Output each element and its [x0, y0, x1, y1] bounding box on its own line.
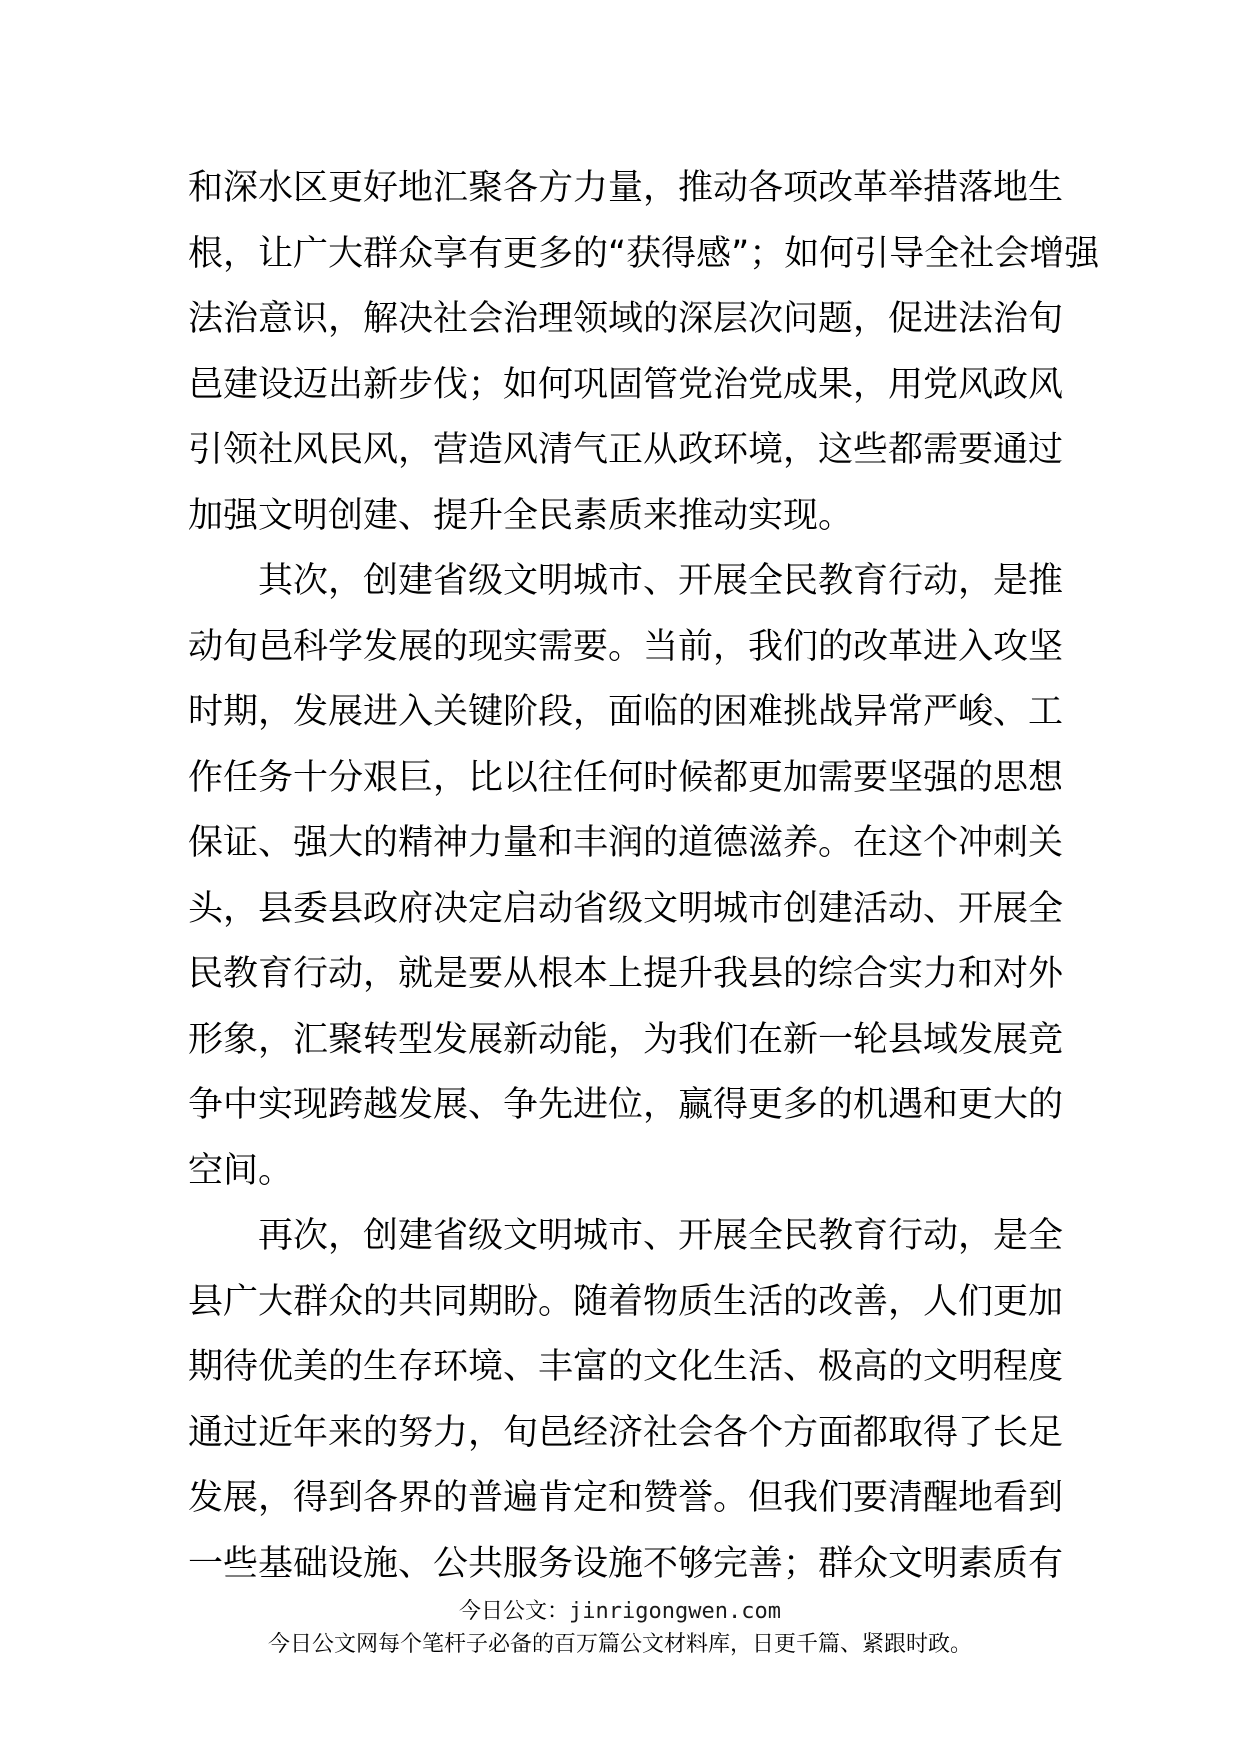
text-line: 期待优美的生存环境、丰富的文化生活、极高的文明程度: [188, 1347, 1064, 1387]
footer-site-label: 今日公文：: [459, 1599, 570, 1624]
footer-site-line: [0, 1597, 1240, 1627]
text-line: 争中实现跨越发展、争先进位，赢得更多的机遇和更大的: [188, 1085, 1064, 1125]
text-line: 其次，创建省级文明城市、开展全民教育行动，是推: [188, 561, 1064, 601]
text-line: 通过近年来的努力，旬邑经济社会各个方面都取得了长足: [188, 1412, 1064, 1453]
text-line: 一些基础设施、公共服务设施不够完善；群众文明素质有: [188, 1543, 1064, 1584]
text-line: 和深水区更好地汇聚各方力量，推动各项改革举措落地生: [188, 168, 1064, 208]
text-line: 再次，创建省级文明城市、开展全民教育行动，是全: [188, 1216, 1064, 1256]
text-line: 法治意识，解决社会治理领域的深层次问题，促进法治旬: [188, 299, 1064, 339]
text-line: 民教育行动，就是要从根本上提升我县的综合实力和对外: [188, 954, 1064, 994]
text-line: 时期，发展进入关键阶段，面临的困难挑战异常严峻、工: [188, 692, 1064, 732]
text-line: 引领社风民风，营造风清气正从政环境，这些都需要通过: [188, 430, 1064, 470]
text-line: 县广大群众的共同期盼。随着物质生活的改善，人们更加: [188, 1281, 1064, 1322]
text-line: 加强文明创建、提升全民素质来推动实现。: [188, 495, 854, 536]
text-line: 动旬邑科学发展的现实需要。当前，我们的改革进入攻坚: [188, 626, 1064, 667]
document-body: [188, 156, 1100, 1597]
text-line: 保证、强大的精神力量和丰润的道德滋养。在这个冲刺关: [188, 823, 1064, 863]
text-line: 空间。: [188, 1150, 294, 1191]
footer-slogan: 今日公文网每个笔杆子必备的百万篇公文材料库，日更千篇、紧跟时政。: [267, 1632, 972, 1657]
text-line: 作任务十分艰巨，比以往任何时候都更加需要坚强的思想: [188, 757, 1064, 798]
text-line: 头，县委县政府决定启动省级文明城市创建活动、开展全: [188, 888, 1064, 929]
text-line: 根，让广大群众享有更多的“获得感”；如何引导全社会增强: [188, 233, 1100, 274]
text-line: 形象，汇聚转型发展新动能，为我们在新一轮县域发展竞: [188, 1019, 1064, 1060]
text-line: 发展，得到各界的普遍肯定和赞誉。但我们要清醒地看到: [188, 1478, 1064, 1518]
text-line: 邑建设迈出新步伐；如何巩固管党治党成果，用党风政风: [188, 364, 1064, 405]
footer-site-url[interactable]: jinrigongwen.com: [569, 1599, 781, 1624]
